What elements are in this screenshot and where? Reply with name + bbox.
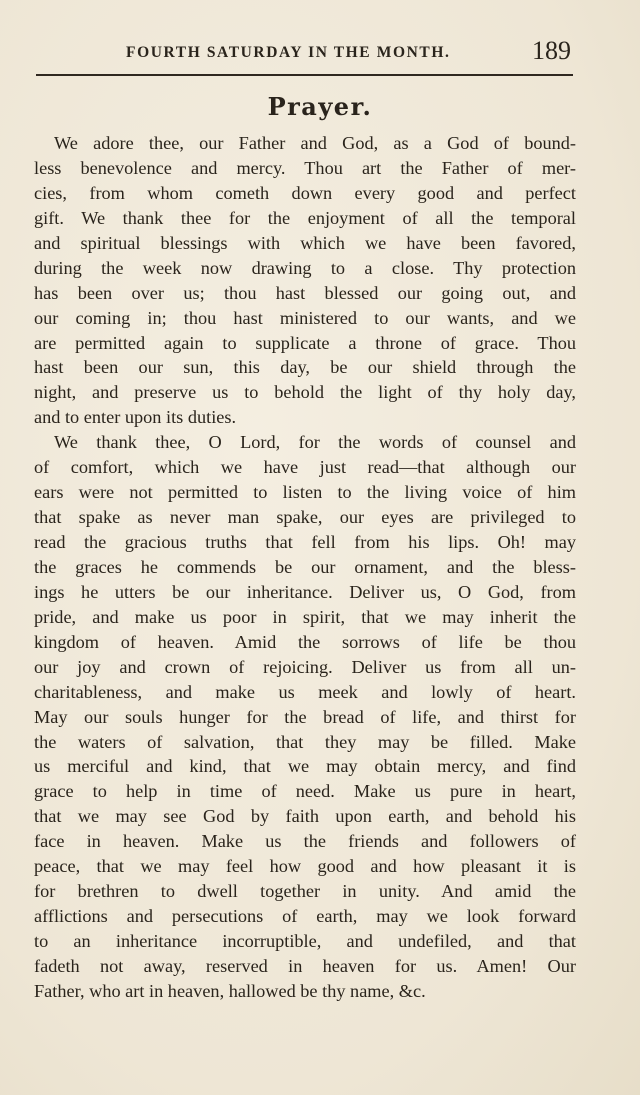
text-line: hast been our sun, this day, be our shield through the <box>34 357 576 378</box>
text-line: and spiritual blessings with which we have been favored, <box>34 232 576 253</box>
text-line: afflictions and persecutions of earth, may we look forward <box>34 906 576 927</box>
text-line: cies, from whom cometh down every good and perfect <box>34 182 576 203</box>
text-line: ears were not permitted to listen to the living voice of him <box>34 482 576 503</box>
text-line: gift. We thank thee for the enjoyment of all the temporal <box>34 207 576 228</box>
text-line: our coming in; thou hast ministered to our wants, and we <box>34 307 576 328</box>
paragraph <box>34 430 576 1004</box>
text-line: for brethren to dwell together in unity. And amid the <box>34 881 576 902</box>
text-line: grace to help in time of need. Make us pure in heart, <box>34 781 576 802</box>
text-line: peace, that we may feel how good and how pleasant it is <box>34 856 576 877</box>
text-line: has been over us; thou hast blessed our going out, and <box>34 282 576 303</box>
text-line: read the gracious truths that fell from his lips. Oh! may <box>34 532 576 552</box>
text-line: to an inheritance incorruptible, and undefiled, and that <box>34 931 576 951</box>
text-line: kingdom of heaven. Amid the sorrows of life be thou <box>34 631 576 652</box>
text-line: less benevolence and mercy. Thou art the Father of mer- <box>34 157 576 178</box>
text-line: and to enter upon its duties. <box>34 407 237 428</box>
paragraph <box>34 131 576 430</box>
page-header <box>36 36 573 72</box>
text-line: Father, who art in heaven, hallowed be thy name, &c. <box>34 980 426 1001</box>
running-head: FOURTH SATURDAY IN THE MONTH. <box>126 44 451 61</box>
text-line: May our souls hunger for the bread of life, and thirst for <box>34 706 576 727</box>
text-line: fadeth not away, reserved in heaven for us. Amen! Our <box>34 955 576 976</box>
header-rule <box>36 74 573 76</box>
text-line: charitableness, and make us meek and lowly of heart. <box>34 681 576 702</box>
text-line: We adore thee, our Father and God, as a God of bound- <box>54 133 576 153</box>
text-line: of comfort, which we have just read—that although our <box>34 457 576 478</box>
text-line: pride, and make us poor in spirit, that we may inherit the <box>34 606 576 627</box>
text-line: face in heaven. Make us the friends and followers of <box>34 831 576 852</box>
text-line: during the week now drawing to a close. Thy protection <box>34 257 576 278</box>
text-line: the waters of salvation, that they may be filled. Make <box>34 731 576 752</box>
prayer-text <box>34 131 576 1004</box>
text-line: ings he utters be our inheritance. Deliver us, O God, from <box>34 581 576 602</box>
text-line: that we may see God by faith upon earth, and behold his <box>34 806 576 827</box>
page-number: 189 <box>532 36 571 65</box>
text-line: us merciful and kind, that we may obtain mercy, and find <box>34 756 576 777</box>
section-heading: Prayer. <box>267 92 373 121</box>
text-line: the graces he commends be our ornament, and the bless- <box>34 556 576 577</box>
text-line: that spake as never man spake, our eyes are privileged to <box>34 507 576 528</box>
text-line: are permitted again to supplicate a throne of grace. Thou <box>34 332 576 353</box>
text-line: night, and preserve us to behold the light of thy holy day, <box>34 382 576 403</box>
text-line: We thank thee, O Lord, for the words of counsel and <box>54 432 576 453</box>
text-line: our joy and crown of rejoicing. Deliver us from all un- <box>34 656 576 677</box>
